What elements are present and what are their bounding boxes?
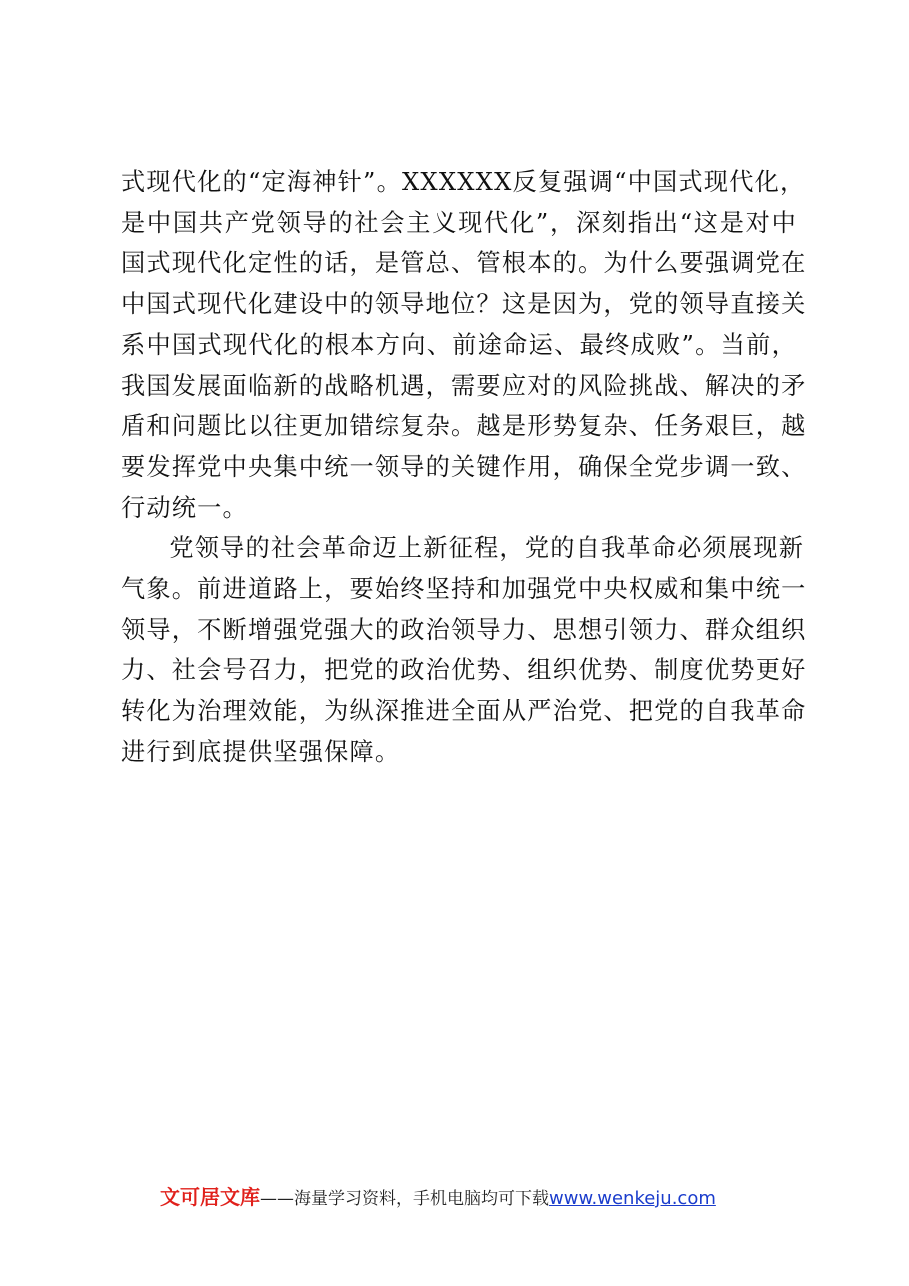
paragraph-2 <box>121 528 807 772</box>
document-body <box>121 162 807 773</box>
footer-tagline: ——海量学习资料，手机电脑均可下载 <box>260 1189 549 1209</box>
paragraph-2-line: 转化为治理效能，为纵深推进全面从严治党、把党的自我革命 <box>121 697 807 726</box>
paragraph-2-line: 领导，不断增强党强大的政治领导力、思想引领力、群众组织 <box>121 615 807 644</box>
footer-banner <box>160 1182 800 1212</box>
paragraph-1-line: 国式现代化定性的话，是管总、管根本的。为什么要强调党在 <box>121 249 807 278</box>
paragraph-1-line: 盾和问题比以往更加错综复杂。越是形势复杂、任务艰巨，越 <box>121 412 807 441</box>
paragraph-1-line: 式现代化的“定海神针”。XXXXXX反复强调“中国式现代化， <box>121 168 806 196</box>
paragraph-1 <box>121 162 807 528</box>
paragraph-1-line: 要发挥党中央集中统一领导的关键作用，确保全党步调一致、 <box>121 452 807 481</box>
footer-brand: 文可居文库 <box>160 1185 260 1209</box>
paragraph-1-line: 我国发展面临新的战略机遇，需要应对的风险挑战、解决的矛 <box>121 371 807 400</box>
paragraph-2-line: 气象。前进道路上，要始终坚持和加强党中央权威和集中统一 <box>121 575 807 604</box>
paragraph-1-line: 系中国式现代化的根本方向、前途命运、最终成败”。当前， <box>121 330 797 359</box>
paragraph-1-line: 行动统一。 <box>121 493 248 522</box>
paragraph-2-line: 进行到底提供坚强保障。 <box>121 737 401 766</box>
paragraph-2-line: 党领导的社会革命迈上新征程，党的自我革命必须展现新 <box>169 534 805 563</box>
paragraph-2-line: 力、社会号召力，把党的政治优势、组织优势、制度优势更好 <box>121 656 807 685</box>
footer-website-link[interactable]: www.wenkeju.com <box>549 1188 716 1209</box>
paragraph-1-line: 中国式现代化建设中的领导地位？这是因为，党的领导直接关 <box>121 290 807 319</box>
paragraph-1-line: 是中国共产党领导的社会主义现代化”，深刻指出“这是对中 <box>121 208 797 237</box>
